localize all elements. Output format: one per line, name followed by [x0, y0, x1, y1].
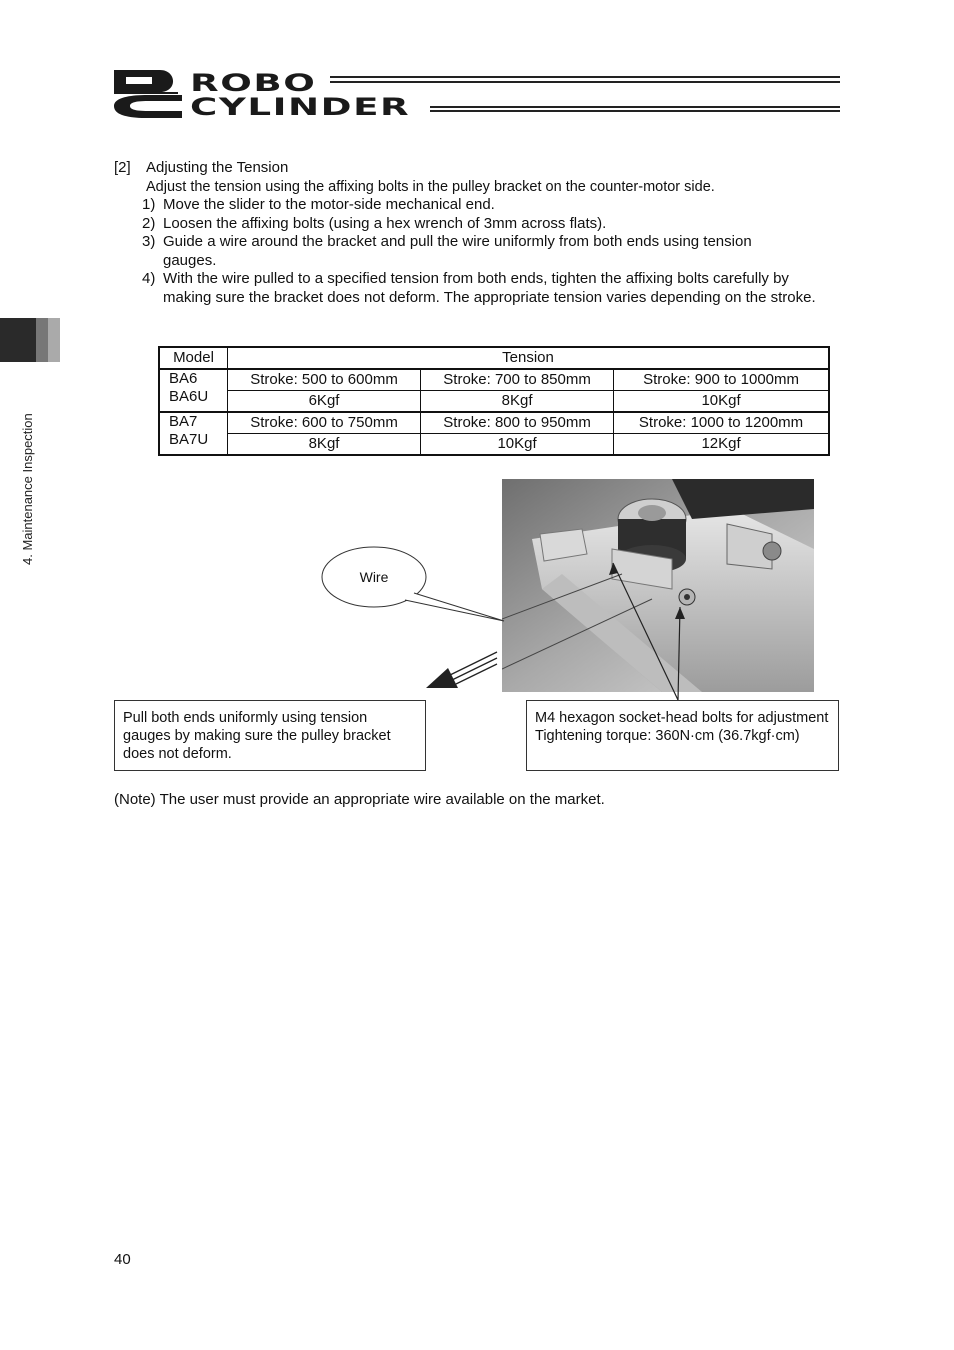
model-name: BA6U — [169, 388, 209, 405]
tension-cell: 8Kgf — [421, 391, 614, 413]
model-name: BA6 — [169, 370, 198, 387]
header-model: Model — [159, 347, 228, 369]
section-title: Adjusting the Tension — [146, 159, 289, 176]
chapter-side-label: 4. Maintenance Inspection — [20, 413, 35, 565]
page-number: 40 — [114, 1251, 131, 1268]
logo-word-robo: ROBO — [190, 69, 317, 97]
bolt-leader-line — [613, 563, 678, 700]
logo-word-cylinder: CYLINDER — [190, 93, 411, 121]
step-number: 3) — [142, 233, 156, 250]
bolt-leader-line — [678, 607, 680, 700]
pull-callout-text: Pull both ends uniformly using tension gauges by making sure the pulley bracket does not deform. — [123, 710, 391, 762]
tension-cell: 6Kgf — [228, 391, 421, 413]
wire-balloon-pointer — [405, 593, 504, 621]
wire-label: Wire — [359, 569, 389, 585]
step-number: 1) — [142, 196, 156, 213]
step-text: Loosen the affixing bolts (using a hex wrench of 3mm across flats). — [163, 215, 607, 232]
step-text: With the wire pulled to a specified tension from both ends, tighten the affixing bolts carefully by making sure the bracket does not deform. The appropriate tension varies depending on the stroke. — [163, 270, 816, 306]
pull-direction-arrow-icon — [426, 652, 497, 688]
tension-cell: 12Kgf — [614, 434, 829, 456]
wire-note: (Note) The user must provide an appropriate wire available on the market. — [114, 791, 605, 808]
bolt-callout-box — [526, 700, 839, 771]
tension-cell: 10Kgf — [421, 434, 614, 456]
tension-cell: 8Kgf — [228, 434, 421, 456]
bolt-callout-torque: Tightening torque: 360N·cm (36.7kgf·cm) — [535, 728, 800, 744]
section-intro: Adjust the tension using the affixing bolts in the pulley bracket on the counter-motor side. — [146, 179, 715, 195]
bolt-callout-title: M4 hexagon socket-head bolts for adjustment — [535, 710, 829, 726]
stroke-cell: Stroke: 600 to 750mm — [228, 412, 421, 434]
stroke-cell: Stroke: 1000 to 1200mm — [614, 412, 829, 434]
section-number: [2] — [114, 159, 131, 176]
step-text: Move the slider to the motor-side mechanical end. — [163, 196, 495, 213]
stroke-cell: Stroke: 700 to 850mm — [421, 369, 614, 391]
model-name: BA7U — [169, 431, 209, 448]
step-number: 2) — [142, 215, 156, 232]
model-name: BA7 — [169, 413, 198, 430]
header-tension: Tension — [228, 347, 830, 369]
step-number: 4) — [142, 270, 156, 287]
stroke-cell: Stroke: 500 to 600mm — [228, 369, 421, 391]
step-text: Guide a wire around the bracket and pull the wire uniformly from both ends using tension gauges. — [163, 233, 752, 269]
stroke-cell: Stroke: 800 to 950mm — [421, 412, 614, 434]
pull-callout-box — [114, 700, 426, 771]
tension-cell: 10Kgf — [614, 391, 829, 413]
stroke-cell: Stroke: 900 to 1000mm — [614, 369, 829, 391]
